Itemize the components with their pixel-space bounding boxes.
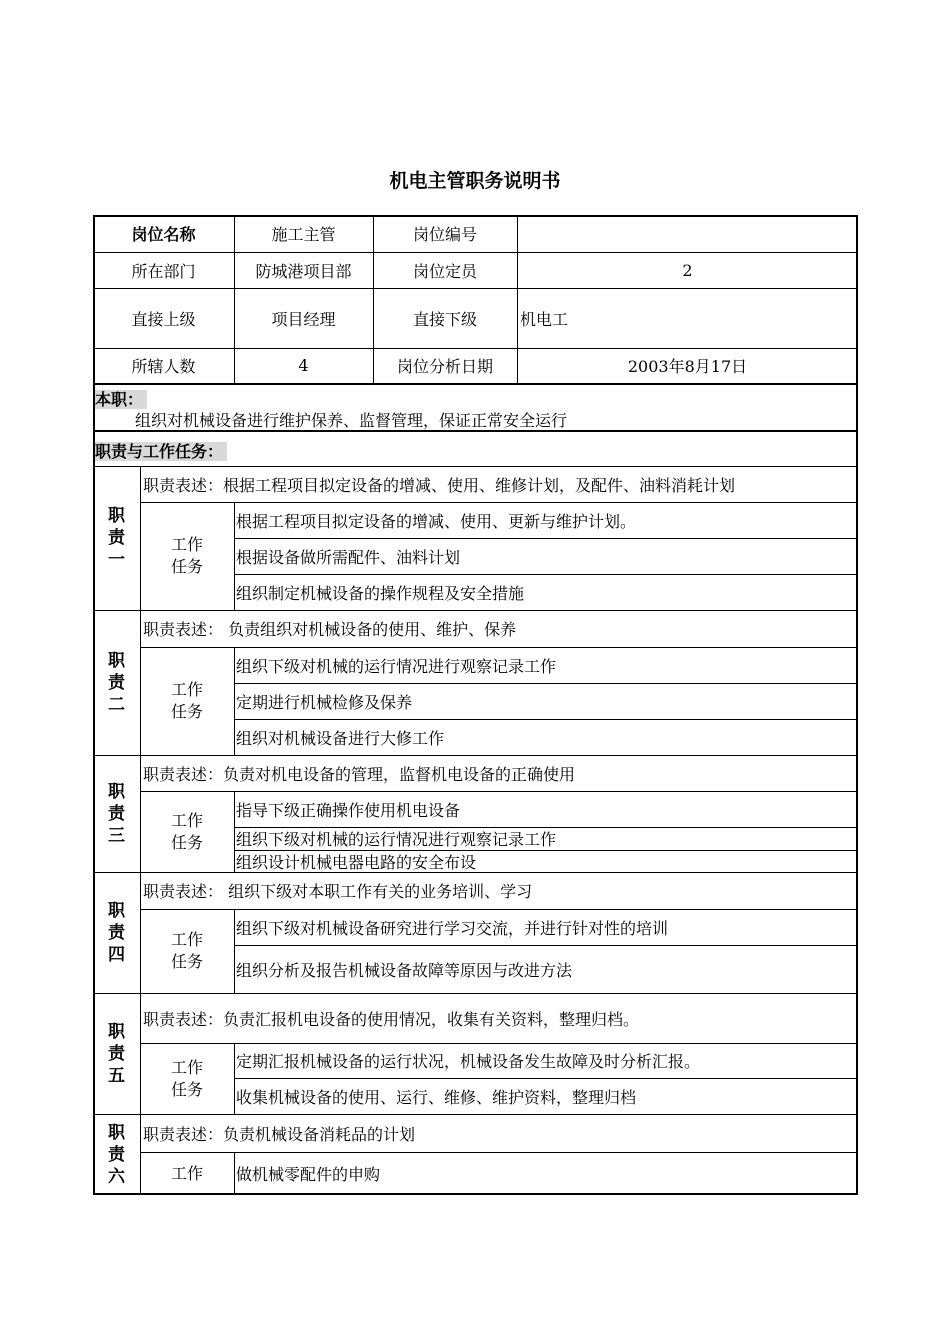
duty-1-task-1: 根据工程项目拟定设备的增减、使用、更新与维护计划。 (236, 511, 637, 531)
duty-5-task-2: 收集机械设备的使用、运行、维修、维护资料，整理归档 (236, 1087, 637, 1107)
duty-3-task-2: 组织下级对机械的运行情况进行观察记录工作 (236, 830, 557, 849)
duty-label-char: 责 (108, 528, 125, 548)
duty-6-label (93, 1114, 140, 1195)
duty-1-task-3: 组织制定机械设备的操作规程及安全措施 (236, 583, 525, 603)
duty-label-char: 一 (108, 550, 125, 570)
duty-1-description: 职责表述：根据工程项目拟定设备的增减、使用、维修计划，及配件、油料消耗计划 (143, 475, 736, 495)
duty-4-description: 职责表述： 组织下级对本职工作有关的业务培训、学习 (143, 882, 533, 901)
task-label-line: 工作 (170, 680, 203, 699)
duty-label-char: 二 (108, 694, 125, 715)
duty-3-description: 职责表述：负责对机电设备的管理，监督机电设备的正确使用 (143, 764, 576, 784)
duty-4-task-1: 组织下级对机械设备研究进行学习交流，并进行针对性的培训 (236, 918, 669, 938)
duty-3-label (93, 755, 140, 872)
value-department: 防城港项目部 (255, 261, 352, 281)
duty-2-description: 职责表述： 负责组织对机械设备的使用、维护、保养 (143, 620, 517, 639)
duty-5-description: 职责表述：负责汇报机电设备的使用情况，收集有关资料，整理归档。 (143, 1009, 640, 1029)
duty-1-task-label (140, 502, 234, 610)
task-label-line: 工作 (170, 810, 203, 830)
task-label-line: 任务 (170, 832, 203, 852)
task-label-line: 工作 (170, 1163, 203, 1183)
benzhi-text: 组织对机械设备进行维护保养、监督管理，保证正常安全运行 (135, 410, 568, 430)
duty-label-char: 职 (108, 1021, 125, 1042)
duty-1-label (93, 466, 140, 610)
duty-5-task-1: 定期汇报机械设备的运行状况，机械设备发生故障及时分析汇报。 (236, 1052, 701, 1071)
page-title: 机电主管职务说明书 (389, 170, 561, 192)
duty-2-task-label (140, 647, 234, 755)
duty-label-char: 责 (108, 1144, 125, 1165)
duty-3-task-label (140, 791, 234, 872)
task-label-line: 任务 (170, 557, 203, 576)
duty-label-char: 职 (108, 1122, 125, 1143)
duty-label-char: 责 (108, 922, 125, 943)
duty-label-char: 职 (108, 506, 125, 526)
value-headcount-quota: 2 (682, 260, 693, 280)
value-direct-subordinate: 机电工 (520, 309, 569, 329)
duty-label-char: 职 (108, 650, 125, 671)
value-post-name: 施工主管 (271, 225, 336, 244)
duty-5-label (93, 993, 140, 1114)
benzhi-label: 本职： (95, 387, 147, 410)
duty-label-char: 职 (108, 781, 125, 802)
duty-label-char: 五 (108, 1065, 125, 1086)
duty-5-task-label (140, 1043, 234, 1114)
duty-label-char: 职 (108, 900, 125, 921)
duty-4-task-2: 组织分析及报告机械设备故障等原因与改进方法 (236, 960, 573, 980)
duty-3-task-1: 指导下级正确操作使用机电设备 (236, 800, 461, 820)
duty-label-char: 责 (108, 672, 125, 693)
label-headcount-quota: 岗位定员 (412, 261, 477, 281)
duty-4-label (93, 872, 140, 993)
label-department: 所在部门 (131, 261, 196, 281)
label-direct-superior: 直接上级 (131, 309, 196, 329)
duty-4-task-label (140, 909, 234, 993)
duty-2-task-1: 组织下级对机械的运行情况进行观察记录工作 (236, 656, 557, 676)
value-staff-count: 4 (298, 356, 309, 375)
duty-label-char: 六 (108, 1166, 125, 1187)
label-direct-subordinate: 直接下级 (412, 309, 477, 329)
task-label-line: 工作 (170, 930, 203, 949)
label-staff-count: 所辖人数 (131, 357, 196, 376)
duty-label-char: 四 (108, 944, 125, 965)
task-label-line: 任务 (170, 1079, 203, 1099)
duty-6-task-label (140, 1152, 234, 1195)
task-label-line: 工作 (170, 1057, 203, 1077)
label-post-name: 岗位名称 (131, 225, 196, 244)
duty-3-task-3: 组织设计机械电器电路的安全布设 (236, 852, 477, 872)
duty-6-task-1: 做机械零配件的申购 (236, 1165, 381, 1184)
value-post-number (517, 215, 858, 252)
task-label-line: 任务 (170, 702, 203, 721)
duty-6-description: 职责表述：负责机械设备消耗品的计划 (143, 1124, 416, 1144)
label-post-number: 岗位编号 (412, 225, 477, 244)
label-analysis-date: 岗位分析日期 (396, 357, 493, 376)
duty-2-task-2: 定期进行机械检修及保养 (236, 692, 413, 712)
job-description-table (93, 215, 858, 1195)
duty-label-char: 责 (108, 803, 125, 824)
duty-label-char: 三 (108, 825, 125, 846)
duty-label-char: 责 (108, 1043, 125, 1064)
duty-1-task-2: 根据设备做所需配件、油料计划 (236, 547, 461, 567)
task-label-line: 工作 (170, 535, 203, 554)
duty-2-label (93, 610, 140, 755)
duties-heading: 职责与工作任务： (95, 439, 227, 462)
task-label-line: 任务 (170, 952, 203, 971)
value-direct-superior: 项目经理 (271, 309, 336, 329)
duty-2-task-3: 组织对机械设备进行大修工作 (236, 728, 445, 748)
value-analysis-date: 2003年8月17日 (627, 357, 748, 376)
